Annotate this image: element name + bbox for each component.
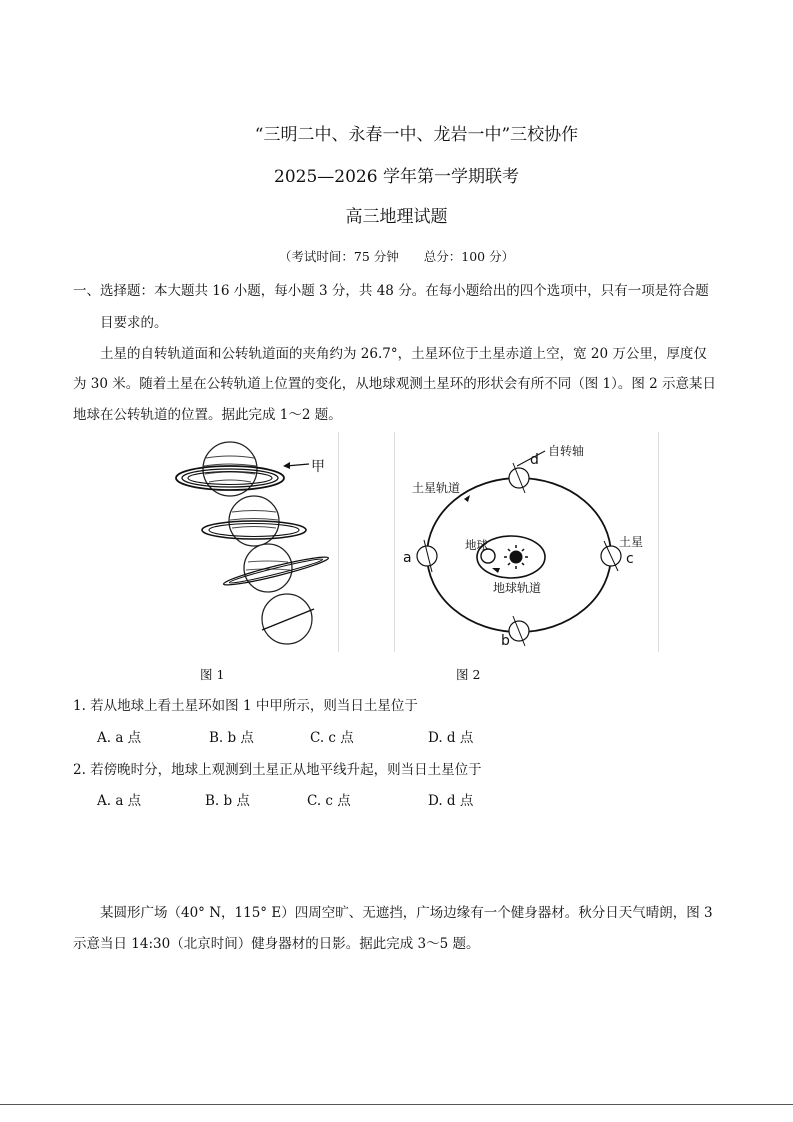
question-2-option-a: A. a 点: [97, 793, 142, 809]
passage2-line1: 某圆形广场（40° N，115° E）四周空旷、无遮挡，广场边缘有一个健身器材。秋分日天气晴朗，图 3: [100, 905, 713, 921]
question-1-option-a: A. a 点: [97, 730, 142, 746]
exam-info: （考试时间：75 分钟 总分：100 分）: [278, 249, 515, 264]
orbit-diagram: [395, 432, 658, 652]
passage1-line1: 土星的自转轨道面和公转轨道面的夹角约为 26.7°，土星环位于土星赤道上空，宽 20 万公里，厚度仅: [100, 346, 707, 362]
question-2-option-c: C. c 点: [307, 793, 351, 809]
question-1-option-b: B. b 点: [209, 730, 254, 746]
section-heading: 一、选择题：本大题共 16 小题，每小题 3 分，共 48 分。在每小题给出的四个选项中，只有一项是符合题: [73, 283, 709, 299]
label-earth: 地球: [465, 538, 488, 552]
saturn-position-b: [509, 616, 529, 646]
jia-arrow-icon: [283, 462, 290, 469]
label-saturn-orbit: 土星轨道: [412, 481, 461, 495]
section-heading-cont: 目要求的。: [100, 315, 168, 331]
figure-2: [394, 432, 659, 652]
passage2-line2: 示意当日 14:30（北京时间）健身器材的日影。据此完成 3～5 题。: [73, 936, 480, 952]
exam-title-schools: “三明二中、永春一中、龙岩一中”三校协作: [254, 125, 579, 145]
figure-1-caption: 图 1: [200, 667, 225, 682]
exam-title-subject: 高三地理试题: [345, 207, 448, 227]
question-1-option-d: D. d 点: [428, 730, 474, 746]
saturn-orbit-arrow-icon: [464, 495, 470, 502]
saturn-position-c: [601, 541, 621, 571]
question-2-option-d: D. d 点: [428, 793, 474, 809]
figure-1: [166, 432, 339, 652]
question-2-stem: 2. 若傍晚时分，地球上观测到土星正从地平线升起，则当日土星位于: [73, 762, 482, 778]
page-bottom-rule: [0, 1104, 793, 1105]
label-c: c: [626, 551, 634, 567]
label-b: b: [501, 633, 510, 649]
exam-title-term: 2025—2026 学年第一学期联考: [274, 167, 519, 187]
sun-icon: [504, 545, 528, 569]
figure-2-caption: 图 2: [456, 667, 481, 682]
question-2-option-b: B. b 点: [205, 793, 250, 809]
saturn-view-4: [262, 594, 314, 644]
label-rotation-axis: 自转轴: [548, 444, 585, 458]
label-jia: 甲: [311, 459, 325, 475]
saturn-view-3: [222, 544, 329, 592]
label-earth-orbit: 地球轨道: [493, 581, 542, 595]
label-a: a: [403, 550, 412, 566]
saturn-view-1: [176, 442, 284, 496]
saturn-ring-views: [166, 432, 338, 652]
saturn-view-2: [202, 496, 306, 546]
saturn-position-d: [509, 463, 529, 493]
question-1-stem: 1. 若从地球上看土星环如图 1 中甲所示，则当日土星位于: [73, 698, 418, 714]
passage1-line3: 地球在公转轨道的位置。据此完成 1～2 题。: [73, 407, 342, 423]
passage1-line2: 为 30 米。随着土星在公转轨道上位置的变化，从地球观测土星环的形状会有所不同（图 1）。图 2 示意某日: [73, 376, 717, 392]
question-1-option-c: C. c 点: [310, 730, 354, 746]
label-saturn: 土星: [619, 535, 644, 549]
label-d: d: [530, 452, 539, 468]
earth-orbit-arrow-icon: [492, 568, 500, 573]
